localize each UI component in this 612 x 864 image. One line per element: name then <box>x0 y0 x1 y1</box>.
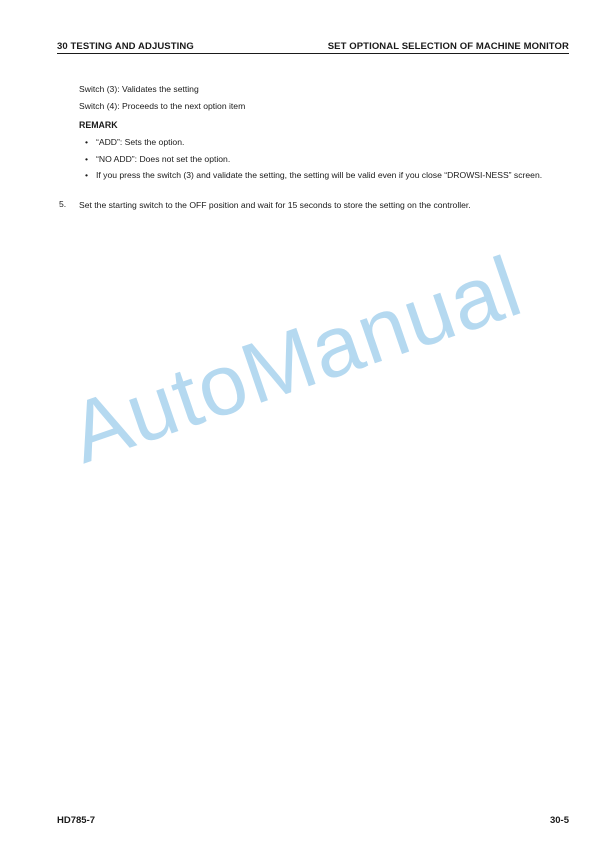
page-number: 30-5 <box>549 815 569 826</box>
step-number: 5. <box>59 199 67 209</box>
page-header <box>57 38 569 52</box>
page-footer <box>57 815 569 826</box>
remark-bullet-add <box>85 137 575 148</box>
model-number: HD785-7 <box>57 815 96 826</box>
bullet-text: If you press the switch (3) and validate the setting, the setting will be valid even if you close “DROWSI-NESS” screen. <box>96 170 543 180</box>
bullet-icon: • <box>85 137 89 147</box>
section-title: 30 TESTING AND ADJUSTING <box>57 41 194 52</box>
step-5-text: Set the starting switch to the OFF position and wait for 15 seconds to store the setting on the controller. <box>79 200 471 210</box>
remark-bullet-validate <box>85 170 575 192</box>
header-rule <box>57 53 569 54</box>
bullet-icon: • <box>85 170 89 180</box>
switch-4-description: Switch (4): Proceeds to the next option item <box>79 101 246 111</box>
bullet-text: “NO ADD”: Does not set the option. <box>96 154 231 164</box>
page-topic-title: SET OPTIONAL SELECTION OF MACHINE MONITOR <box>327 41 569 52</box>
remark-bullet-no-add <box>85 154 575 165</box>
switch-3-description: Switch (3): Validates the setting <box>79 84 199 94</box>
watermark: AutoManual <box>58 238 534 482</box>
bullet-icon: • <box>85 154 89 164</box>
bullet-text: “ADD”: Sets the option. <box>96 137 185 147</box>
remark-heading: REMARK <box>79 120 118 130</box>
